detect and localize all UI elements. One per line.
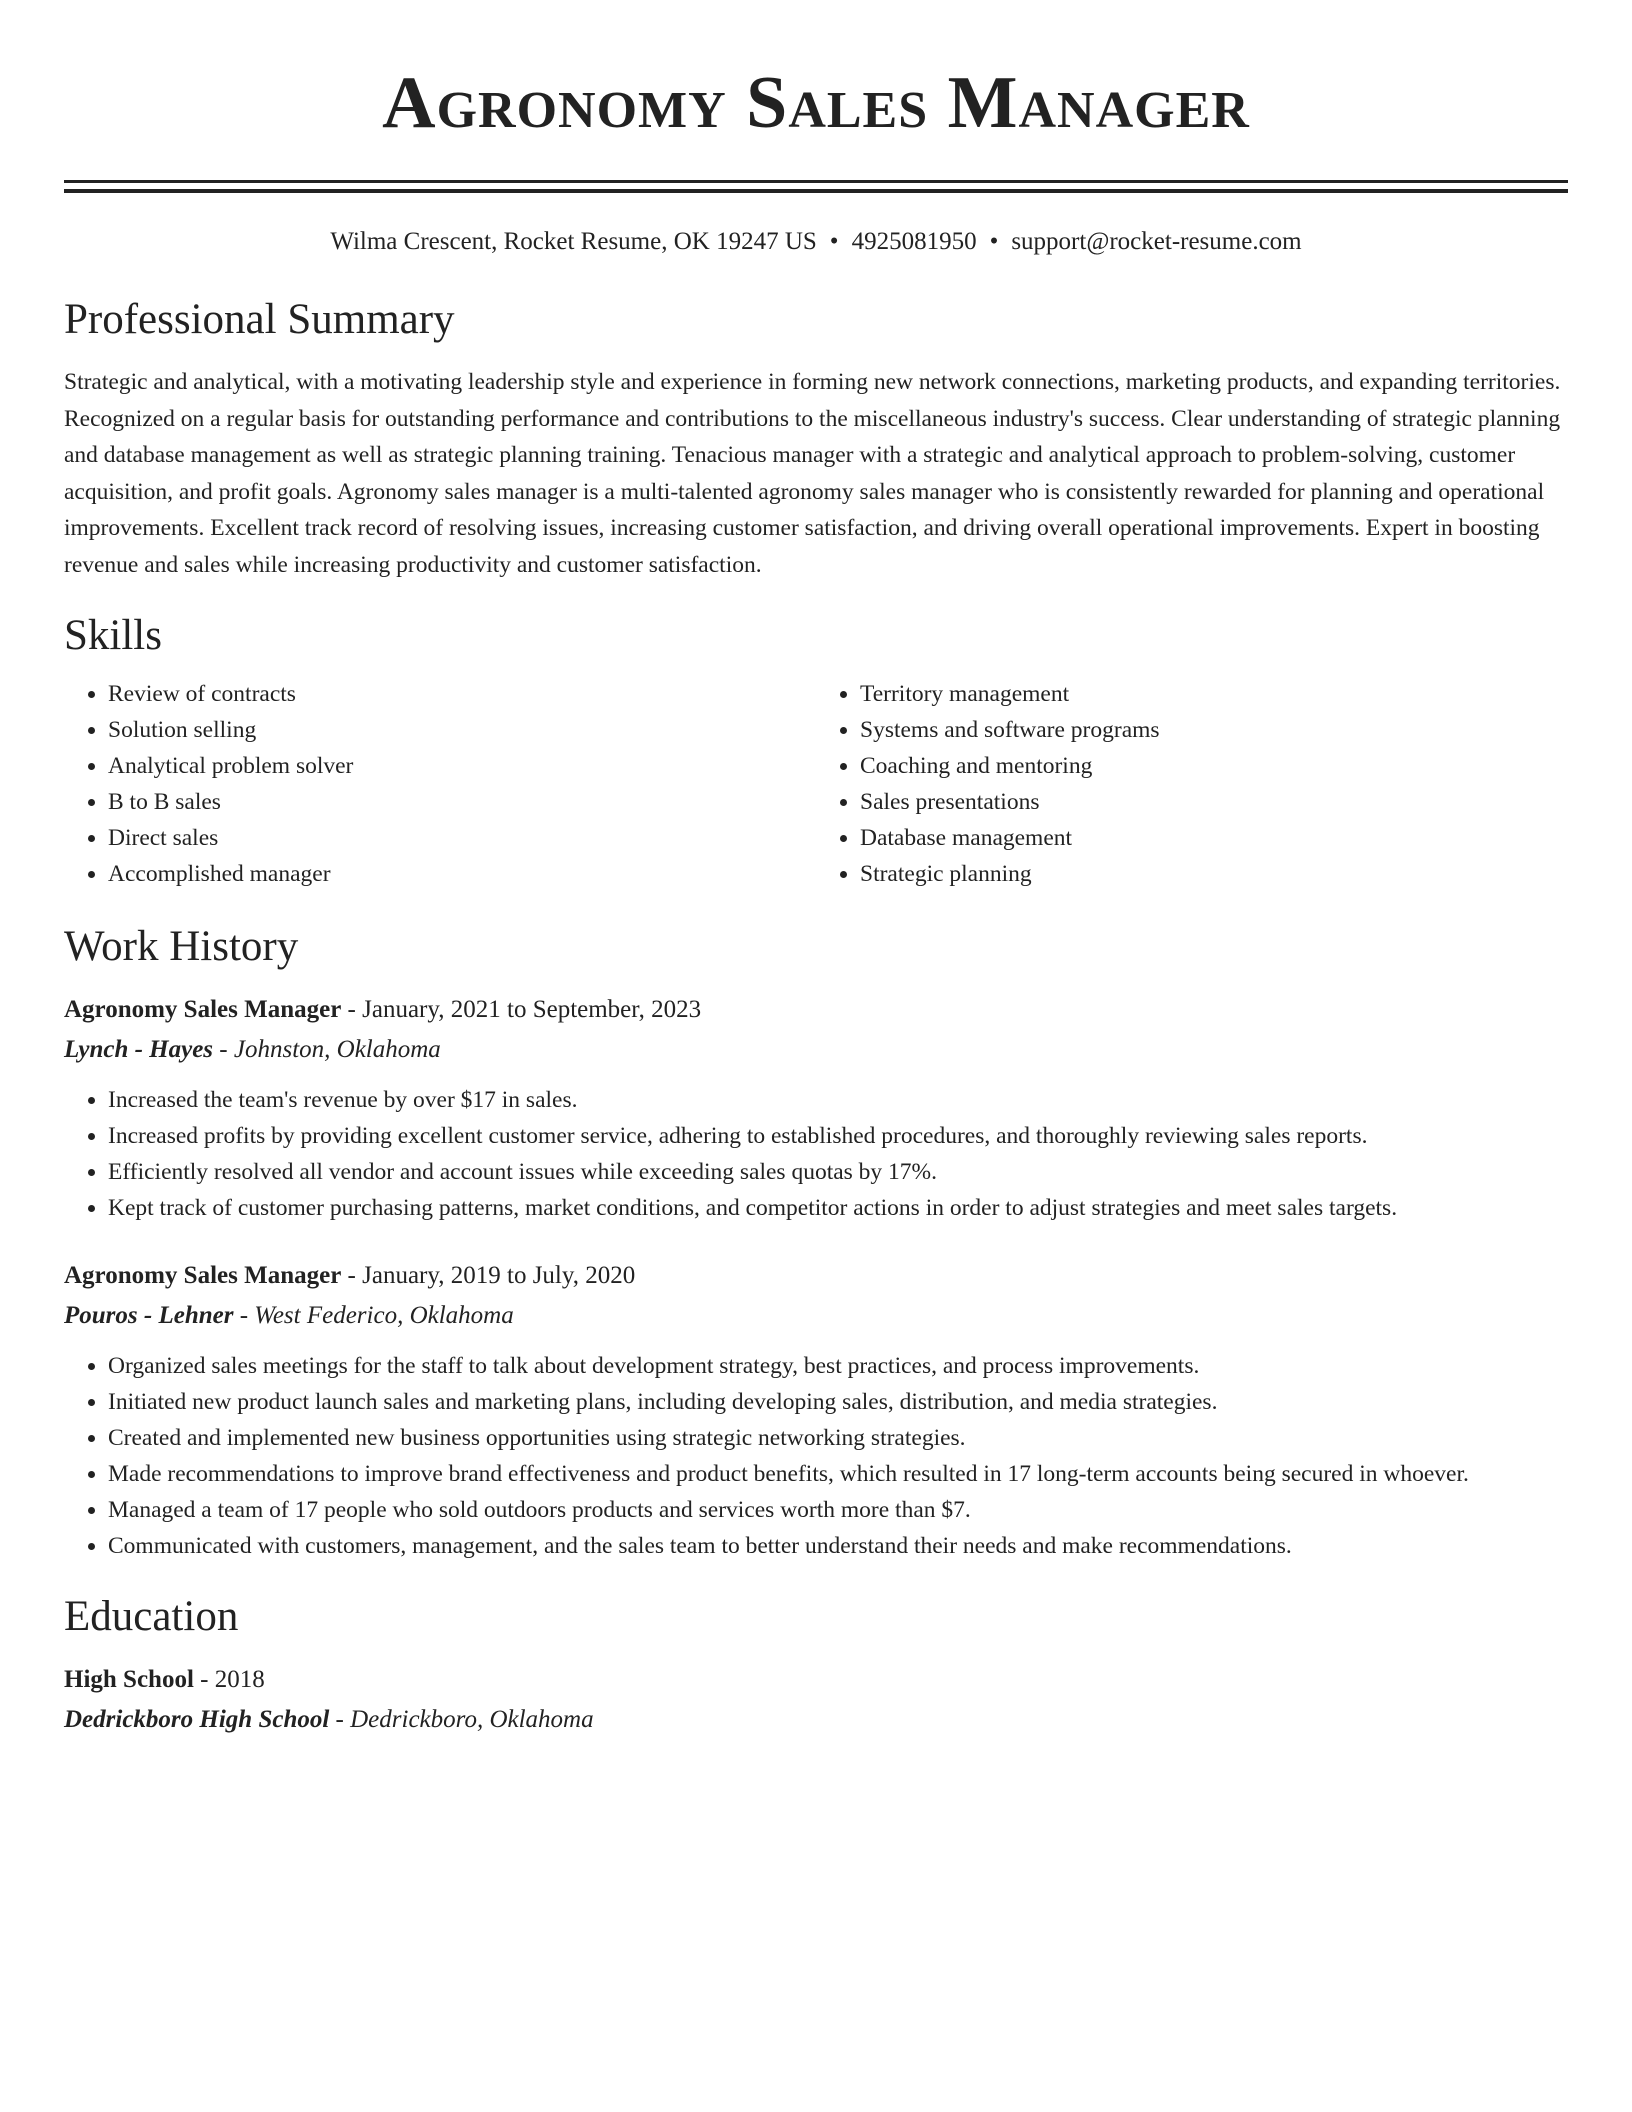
skill-item: • Analytical problem solver [108, 748, 816, 784]
header-rule-bottom [64, 189, 1568, 193]
job-title-line [64, 1258, 1568, 1294]
job-location: - Johnston, Oklahoma [213, 1036, 441, 1063]
contact-separator: • [829, 228, 839, 255]
job-bullet: • Managed a team of 17 people who sold outdoors products and services worth more than $7. [108, 1492, 1568, 1528]
job-dates: - January, 2021 to September, 2023 [341, 996, 702, 1023]
skill-item: • Database management [860, 820, 1568, 856]
section-title-work-history: Work History [64, 923, 299, 970]
skill-item: • Review of contracts [108, 676, 816, 712]
job-title-line [64, 992, 1568, 1028]
job-bullet: • Kept track of customer purchasing patterns, market conditions, and competitor actions in order to adjust strategies and meet sales targets. [108, 1190, 1568, 1226]
job-position: Agronomy Sales Manager [64, 996, 342, 1023]
education-entry [64, 1662, 1568, 1738]
skill-item: • Sales presentations [860, 784, 1568, 820]
skills-list [64, 676, 1568, 892]
job-bullet: • Made recommendations to improve brand effectiveness and product benefits, which resulted in 17 long-term accounts being secured in whoever. [108, 1456, 1568, 1492]
job-entry [64, 1258, 1568, 1564]
job-bullets [64, 1082, 1568, 1226]
job-bullets [64, 1348, 1568, 1564]
job-dates: - January, 2019 to July, 2020 [341, 1262, 636, 1289]
job-location: - West Federico, Oklahoma [233, 1302, 514, 1329]
job-company-line [64, 1032, 1568, 1068]
education-location: - Dedrickboro, Oklahoma [329, 1706, 594, 1733]
job-company: Pouros - Lehner [64, 1302, 234, 1329]
contact-separator: • [989, 228, 999, 255]
skill-item: • B to B sales [108, 784, 816, 820]
contact-phone: 4925081950 [851, 228, 977, 255]
job-entry [64, 992, 1568, 1226]
education-school: Dedrickboro High School [64, 1706, 330, 1733]
section-title-skills: Skills [64, 612, 162, 659]
education-degree: High School [64, 1666, 194, 1693]
summary-text: Strategic and analytical, with a motivating leadership style and experience in forming new network connections, marketing products, and expanding territories. Recognized on a regular basis for outstanding performance and contributions to the miscellaneous industry's success. Clear understanding of strategic planning and database management as well as strategic planning training. Tenacious manager with a strategic and analytical approach to problem-solving, customer acquisition, and profit goals. Agronomy sales manager is a multi-talented agronomy sales manager who is consistently rewarded for planning and operational improvements. Excellent track record of resolving issues, increasing customer satisfaction, and driving overall operational improvements. Expert in boosting revenue and sales while increasing productivity and customer satisfaction. [64, 369, 1561, 578]
education-year: - 2018 [193, 1666, 265, 1693]
skill-item: • Systems and software programs [860, 712, 1568, 748]
skill-item: • Direct sales [108, 820, 816, 856]
job-bullet: • Organized sales meetings for the staff to talk about development strategy, best practices, and process improvements. [108, 1348, 1568, 1384]
skills-column-right [816, 676, 1568, 892]
job-bullet: • Efficiently resolved all vendor and account issues while exceeding sales quotas by 17%. [108, 1154, 1568, 1190]
skill-item: • Solution selling [108, 712, 816, 748]
resume-name: Agronomy Sales Manager [382, 62, 1250, 144]
skill-item: • Territory management [860, 676, 1568, 712]
job-position: Agronomy Sales Manager [64, 1262, 342, 1289]
job-bullet: • Created and implemented new business opportunities using strategic networking strategies. [108, 1420, 1568, 1456]
job-bullet: • Communicated with customers, management, and the sales team to better understand their needs and make recommendations. [108, 1528, 1568, 1564]
job-bullet: • Initiated new product launch sales and marketing plans, including developing sales, distribution, and media strategies. [108, 1384, 1568, 1420]
job-company: Lynch - Hayes [64, 1036, 214, 1063]
contact-line [64, 227, 1568, 257]
education-school-line [64, 1702, 1568, 1738]
job-company-line [64, 1298, 1568, 1334]
skill-item: • Coaching and mentoring [860, 748, 1568, 784]
section-title-education: Education [64, 1593, 239, 1640]
header-rule-top [64, 180, 1568, 183]
section-title-summary: Professional Summary [64, 296, 455, 343]
skill-item: • Accomplished manager [108, 856, 816, 892]
education-degree-line [64, 1662, 1568, 1698]
skill-item: • Strategic planning [860, 856, 1568, 892]
skills-column-left [64, 676, 816, 892]
contact-address: Wilma Crescent, Rocket Resume, OK 19247 US [330, 228, 817, 255]
job-bullet: • Increased the team's revenue by over $17 in sales. [108, 1082, 1568, 1118]
job-bullet: • Increased profits by providing excellent customer service, adhering to established procedures, and thoroughly reviewing sales reports. [108, 1118, 1568, 1154]
contact-email: support@rocket-resume.com [1011, 228, 1302, 255]
